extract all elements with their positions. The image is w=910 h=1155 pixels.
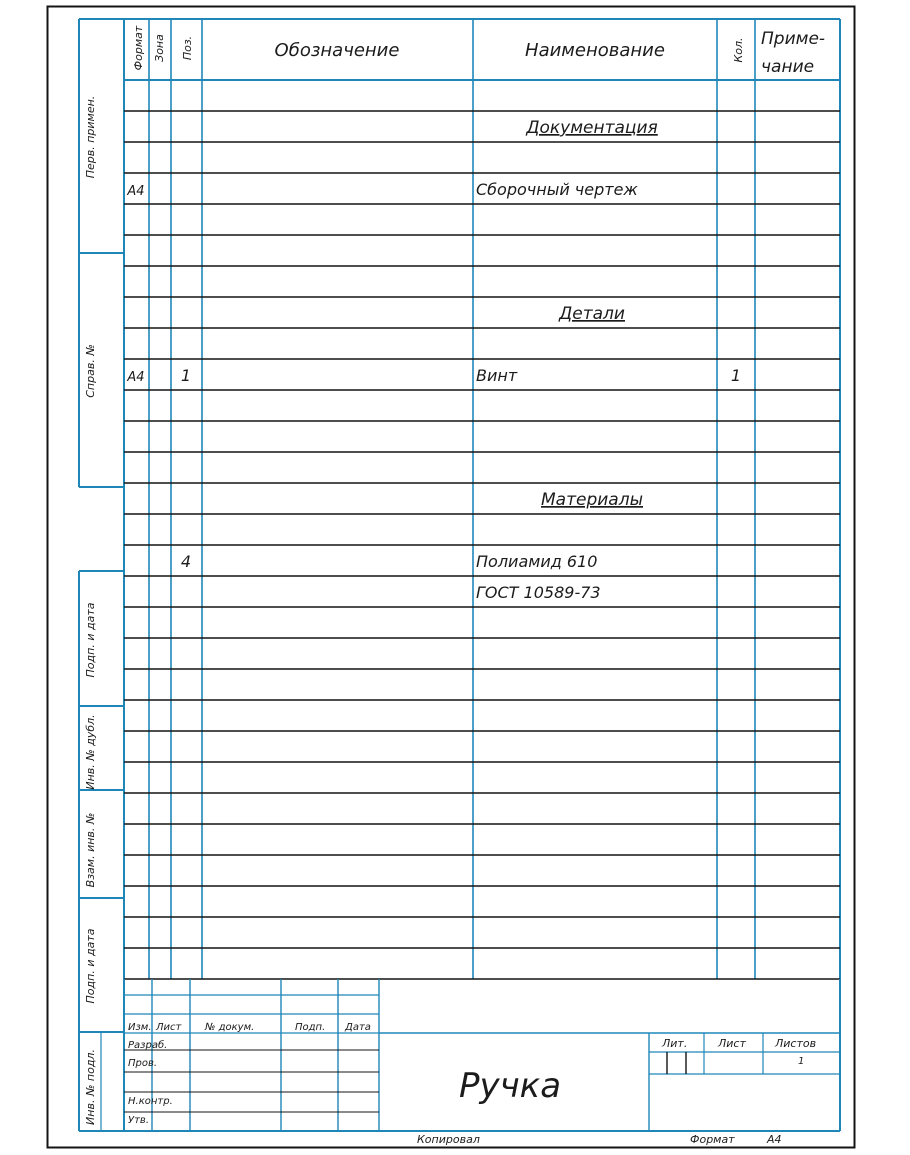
title-sheets: Листов	[775, 1037, 817, 1050]
header-designation: Обозначение	[274, 40, 400, 61]
row-name: Винт	[476, 366, 518, 385]
side-label-replace-inv: Взам. инв. №	[84, 812, 97, 888]
header-zone: Зона	[153, 34, 166, 62]
row-position: 4	[180, 552, 192, 571]
title-checked: Пров.	[128, 1058, 158, 1069]
section-heading: Документация	[526, 118, 658, 138]
section-heading: Детали	[559, 304, 625, 324]
row-name: Сборочный чертеж	[476, 180, 638, 199]
row-position: 1	[180, 366, 192, 385]
footer-format-value: А4	[767, 1133, 782, 1146]
title-col-sheet: Лист	[156, 1022, 182, 1033]
footer-copied: Копировал	[417, 1133, 480, 1146]
title-developed: Разраб.	[128, 1040, 168, 1051]
side-label-ref-no: Справ. №	[84, 344, 97, 398]
header-name: Наименование	[525, 40, 665, 61]
row-format: А4	[127, 184, 145, 199]
document-title: Ручка	[458, 1066, 562, 1106]
footer-format-label: Формат	[690, 1133, 735, 1146]
row-name: Полиамид 610	[476, 552, 598, 571]
section-heading: Материалы	[541, 490, 643, 510]
title-col-change: Изм.	[128, 1022, 152, 1033]
title-approved: Утв.	[128, 1115, 149, 1126]
header-quantity: Кол.	[732, 37, 745, 63]
title-col-date: Дата	[345, 1022, 371, 1033]
side-label-sign-date-2: Подп. и дата	[84, 928, 97, 1004]
side-label-sign-date-1: Подп. и дата	[84, 602, 97, 678]
header-note-line2: чание	[761, 57, 815, 77]
row-quantity: 1	[730, 366, 742, 385]
row-name: ГОСТ 10589-73	[476, 583, 601, 602]
title-lit: Лит.	[662, 1037, 688, 1050]
header-position: Поз.	[181, 35, 194, 61]
side-label-dupl-inv: Инв. № дубл.	[84, 714, 97, 790]
title-sheet: Лист	[718, 1037, 746, 1050]
title-col-sign: Подп.	[295, 1022, 326, 1033]
title-col-doc: № докум.	[205, 1022, 255, 1033]
header-format: Формат	[132, 25, 145, 71]
title-norm-control: Н.контр.	[128, 1096, 173, 1107]
row-format: А4	[127, 370, 145, 385]
title-sheets-value: 1	[798, 1056, 805, 1067]
header-note-line1: Приме-	[761, 29, 826, 49]
side-label-first-use: Перв. примен.	[84, 95, 97, 179]
side-label-orig-inv: Инв. № подл.	[84, 1049, 97, 1125]
